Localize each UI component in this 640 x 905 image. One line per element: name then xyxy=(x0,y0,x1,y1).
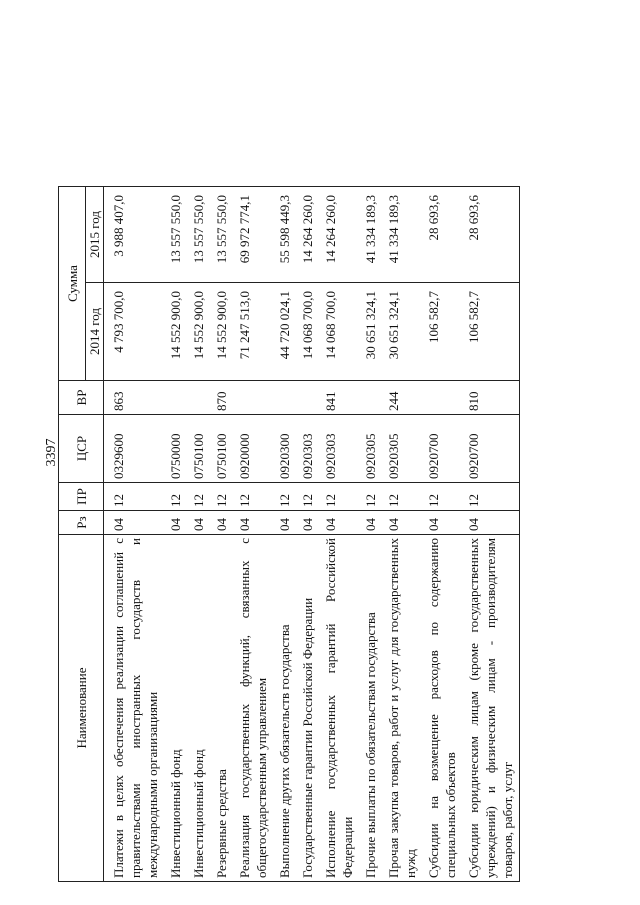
cell-csr: 0920700 xyxy=(422,415,462,483)
cell-y2014: 14 068 700,0 xyxy=(319,283,359,381)
cell-csr: 0750000 xyxy=(164,415,187,483)
cell-vr xyxy=(164,381,187,415)
cell-y2015: 69 972 774,1 xyxy=(233,187,273,283)
cell-rz: 04 xyxy=(382,511,422,535)
cell-y2015: 13 557 550,0 xyxy=(187,187,210,283)
cell-rz: 04 xyxy=(296,511,319,535)
cell-name: Инвестиционный фонд xyxy=(187,535,210,882)
header-2015: 2015 год xyxy=(86,187,104,283)
table-row xyxy=(382,187,422,882)
cell-rz: 04 xyxy=(462,511,520,535)
cell-pr: 12 xyxy=(233,483,273,511)
cell-y2014: 30 651 324,1 xyxy=(359,283,382,381)
table-row xyxy=(187,187,210,882)
cell-pr: 12 xyxy=(319,483,359,511)
cell-y2015: 28 693,6 xyxy=(422,187,462,283)
cell-y2014: 30 651 324,1 xyxy=(382,283,422,381)
table-body xyxy=(104,187,520,882)
cell-y2014: 14 552 900,0 xyxy=(210,283,233,381)
cell-y2015: 28 693,6 xyxy=(462,187,520,283)
cell-vr: 870 xyxy=(210,381,233,415)
cell-name: Инвестиционный фонд xyxy=(164,535,187,882)
table-row xyxy=(319,187,359,882)
cell-name: Реализация государственных функций, связанных с общегосударственным управлением xyxy=(233,535,273,882)
cell-rz: 04 xyxy=(164,511,187,535)
header-name: Наименование xyxy=(59,535,104,882)
cell-pr: 12 xyxy=(164,483,187,511)
cell-name: Прочие выплаты по обязательствам государства xyxy=(359,535,382,882)
cell-rz: 04 xyxy=(104,511,165,535)
cell-y2014: 106 582,7 xyxy=(462,283,520,381)
cell-pr: 12 xyxy=(187,483,210,511)
cell-y2014: 106 582,7 xyxy=(422,283,462,381)
cell-y2015: 55 598 449,3 xyxy=(273,187,296,283)
cell-name: Выполнение других обязательств государства xyxy=(273,535,296,882)
cell-vr xyxy=(359,381,382,415)
cell-rz: 04 xyxy=(319,511,359,535)
cell-y2014: 14 068 700,0 xyxy=(296,283,319,381)
cell-vr: 244 xyxy=(382,381,422,415)
cell-pr: 12 xyxy=(359,483,382,511)
header-2014: 2014 год xyxy=(86,283,104,381)
cell-y2015: 14 264 260,0 xyxy=(296,187,319,283)
header-pr: ПР xyxy=(59,483,104,511)
header-csr: ЦСР xyxy=(59,415,104,483)
cell-csr: 0920000 xyxy=(233,415,273,483)
cell-rz: 04 xyxy=(210,511,233,535)
cell-rz: 04 xyxy=(359,511,382,535)
cell-vr: 810 xyxy=(462,381,520,415)
cell-y2014: 4 793 700,0 xyxy=(104,283,165,381)
table-row xyxy=(462,187,520,882)
cell-pr: 12 xyxy=(462,483,520,511)
cell-csr: 0329600 xyxy=(104,415,165,483)
table-row xyxy=(233,187,273,882)
cell-name: Резервные средства xyxy=(210,535,233,882)
cell-csr: 0920305 xyxy=(382,415,422,483)
cell-vr xyxy=(233,381,273,415)
table-row xyxy=(210,187,233,882)
cell-y2015: 14 264 260,0 xyxy=(319,187,359,283)
cell-vr xyxy=(422,381,462,415)
cell-y2014: 71 247 513,0 xyxy=(233,283,273,381)
cell-vr: 841 xyxy=(319,381,359,415)
cell-name: Субсидии на возмещение расходов по содержанию специальных объектов xyxy=(422,535,462,882)
cell-csr: 0920300 xyxy=(273,415,296,483)
cell-csr: 0920303 xyxy=(319,415,359,483)
cell-rz: 04 xyxy=(187,511,210,535)
cell-y2015: 41 334 189,3 xyxy=(359,187,382,283)
cell-name: Государственные гарантии Российской Федерации xyxy=(296,535,319,882)
cell-vr xyxy=(273,381,296,415)
cell-y2014: 14 552 900,0 xyxy=(187,283,210,381)
cell-csr: 0750100 xyxy=(187,415,210,483)
cell-vr xyxy=(187,381,210,415)
cell-y2015: 3 988 407,0 xyxy=(104,187,165,283)
cell-pr: 12 xyxy=(210,483,233,511)
table-row xyxy=(359,187,382,882)
table-row xyxy=(422,187,462,882)
cell-rz: 04 xyxy=(422,511,462,535)
cell-rz: 04 xyxy=(273,511,296,535)
table-row xyxy=(296,187,319,882)
cell-csr: 0920303 xyxy=(296,415,319,483)
cell-pr: 12 xyxy=(104,483,165,511)
cell-pr: 12 xyxy=(273,483,296,511)
table-row xyxy=(164,187,187,882)
cell-y2014: 14 552 900,0 xyxy=(164,283,187,381)
cell-rz: 04 xyxy=(233,511,273,535)
cell-csr: 0750100 xyxy=(210,415,233,483)
cell-csr: 0920305 xyxy=(359,415,382,483)
cell-y2015: 13 557 550,0 xyxy=(164,187,187,283)
cell-y2014: 44 720 024,1 xyxy=(273,283,296,381)
cell-vr: 863 xyxy=(104,381,165,415)
cell-y2015: 13 557 550,0 xyxy=(210,187,233,283)
cell-name: Субсидии юридическим лицам (кроме государственных учреждений) и физическим лицам - производителям товаров, работ, услуг xyxy=(462,535,520,882)
cell-csr: 0920700 xyxy=(462,415,520,483)
cell-name: Платежи в целях обеспечения реализации соглашений с правительствами иностранных государств и международными организациями xyxy=(104,535,165,882)
cell-pr: 12 xyxy=(382,483,422,511)
cell-pr: 12 xyxy=(422,483,462,511)
header-sum: Сумма xyxy=(59,187,86,381)
cell-vr xyxy=(296,381,319,415)
page-number: 3397 xyxy=(44,438,59,467)
cell-name: Прочая закупка товаров, работ и услуг для государственных нужд xyxy=(382,535,422,882)
cell-name: Исполнение государственных гарантий Российской Федерации xyxy=(319,535,359,882)
budget-table xyxy=(58,186,520,882)
table-row xyxy=(104,187,165,882)
cell-pr: 12 xyxy=(296,483,319,511)
header-rz: Рз xyxy=(59,511,104,535)
cell-y2015: 41 334 189,3 xyxy=(382,187,422,283)
header-vr: ВР xyxy=(59,381,104,415)
table-row xyxy=(273,187,296,882)
